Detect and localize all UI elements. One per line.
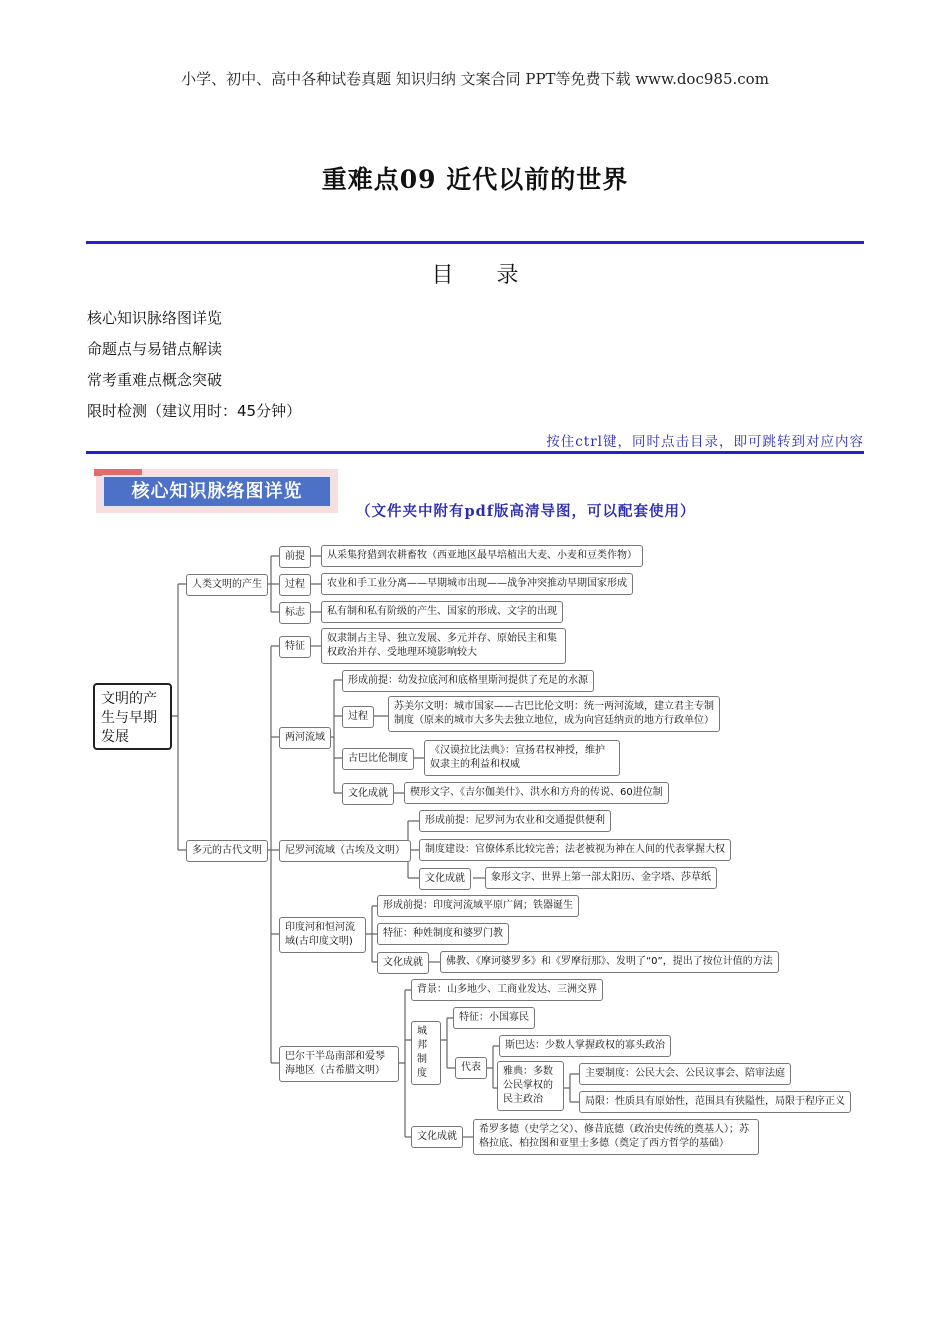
node-athens: 雅典：多数公民掌权的民主政治 xyxy=(497,1061,564,1111)
node-babylon-system: 古巴比伦制度 xyxy=(342,748,414,770)
node-feature: 特征 xyxy=(279,636,311,658)
node-babylon-system-content: 《汉谟拉比法典》：宣扬君权神授，维护奴隶主的利益和权威 xyxy=(424,740,620,776)
toc-item-overview[interactable]: 核心知识脉络图详览 xyxy=(87,309,223,327)
node-greece-culture: 文化成就 xyxy=(411,1126,463,1148)
toc-hint: 按住ctrl键，同时点击目录，即可跳转到对应内容 xyxy=(546,434,864,450)
node-nile-culture: 文化成就 xyxy=(419,868,471,890)
node-premise-content: 从采集狩猎到农耕畜牧（西亚地区最早培植出大麦、小麦和豆类作物） xyxy=(321,545,643,567)
node-sign: 标志 xyxy=(279,602,311,624)
node-city-state: 城邦制度 xyxy=(411,1021,441,1085)
node-india: 印度河和恒河流域(古印度文明) xyxy=(279,917,366,953)
node-mesopotamia-culture: 文化成就 xyxy=(342,783,394,805)
node-city-state-feature: 特征：小国寡民 xyxy=(453,1007,535,1029)
page-title: 重难点09 近代以前的世界 xyxy=(321,165,629,194)
toc-item-key-points[interactable]: 命题点与易错点解读 xyxy=(87,340,223,358)
node-process-content: 农业和手工业分离——早期城市出现——战争冲突推动早期国家形成 xyxy=(321,573,633,595)
node-nile-system: 制度建设：官僚体系比较完善；法老被视为神在人间的代表掌握大权 xyxy=(419,839,731,861)
node-india-culture: 文化成就 xyxy=(377,952,429,974)
node-india-premise: 形成前提：印度河流域平原广阔；铁器诞生 xyxy=(377,895,579,917)
banner-note: （文件夹中附有pdf版高清导图，可以配套使用） xyxy=(356,503,696,520)
toc-item-concepts[interactable]: 常考重难点概念突破 xyxy=(87,371,223,389)
node-sign-content: 私有制和私有阶级的产生、国家的形成、文字的出现 xyxy=(321,601,563,623)
node-mesopotamia: 两河流域 xyxy=(279,727,331,749)
page-header: 小学、初中、高中各种试卷真题 知识归纳 文案合同 PPT等免费下载 www.doc985.com xyxy=(181,70,769,88)
node-athens-limitation: 局限：性质具有原始性，范围具有狭隘性，局限于程序正义 xyxy=(579,1091,851,1113)
node-human-civilization: 人类文明的产生 xyxy=(186,574,268,596)
node-mesopotamia-process-content: 苏美尔文明：城市国家——古巴比伦文明：统一两河流域，建立君主专制制度（原来的城市大多失去独立地位，成为向宫廷纳贡的地方行政单位） xyxy=(388,696,720,732)
node-india-feature: 特征：种姓制度和婆罗门教 xyxy=(377,923,509,945)
node-mesopotamia-premise: 形成前提：幼发拉底河和底格里斯河提供了充足的水源 xyxy=(342,670,594,692)
mindmap-root: 文明的产生与早期发展 xyxy=(93,683,172,750)
node-mesopotamia-culture-content: 楔形文字、《吉尔伽美什》、洪水和方舟的传说、60进位制 xyxy=(404,782,669,804)
node-diverse-civilizations: 多元的古代文明 xyxy=(186,840,268,862)
node-premise: 前提 xyxy=(279,546,311,568)
node-greece: 巴尔干半岛南部和爱琴海地区（古希腊文明） xyxy=(279,1046,399,1082)
node-nile-culture-content: 象形文字、世界上第一部太阳历、金字塔、莎草纸 xyxy=(485,867,717,889)
toc-item-test[interactable]: 限时检测（建议用时：45分钟） xyxy=(87,402,302,420)
node-athens-system: 主要制度：公民大会、公民议事会、陪审法庭 xyxy=(579,1063,791,1085)
node-representatives: 代表 xyxy=(455,1057,487,1079)
node-greece-culture-content: 希罗多德（史学之父）、修昔底德（政治史传统的奠基人）；苏格拉底、柏拉图和亚里士多德（奠定了西方哲学的基础） xyxy=(473,1119,759,1155)
node-india-culture-content: 佛教、《摩诃婆罗多》和《罗摩衍那》、发明了“0”，提出了按位计值的方法 xyxy=(440,951,779,973)
banner-label: 核心知识脉络图详览 xyxy=(102,475,332,508)
toc-heading: 目 录 xyxy=(431,263,537,288)
node-mesopotamia-process: 过程 xyxy=(342,706,374,728)
node-feature-content: 奴隶制占主导、独立发展、多元并存、原始民主和集权政治并存、受地理环境影响较大 xyxy=(321,628,566,664)
node-greece-background: 背景：山多地少、工商业发达、三洲交界 xyxy=(411,979,603,1001)
node-sparta: 斯巴达：少数人掌握政权的寡头政治 xyxy=(499,1035,671,1057)
node-nile: 尼罗河流域（古埃及文明） xyxy=(279,840,411,862)
node-process: 过程 xyxy=(279,574,311,596)
node-nile-premise: 形成前提：尼罗河为农业和交通提供便利 xyxy=(419,810,611,832)
